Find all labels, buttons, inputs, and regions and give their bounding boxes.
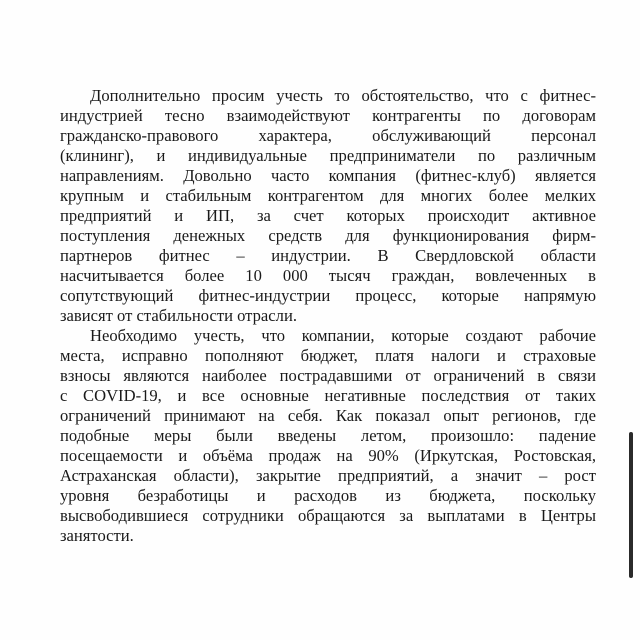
paragraph-2: [60, 326, 596, 546]
text-line: партнеров фитнес – индустрии. В Свердловской области: [60, 246, 596, 265]
text-line: взносы являются наиболее пострадавшими от ограничений в связи: [60, 366, 596, 385]
text-line: уровня безработицы и расходов из бюджета, поскольку: [60, 486, 596, 505]
text-line: посещаемости и объёма продаж на 90% (Иркутская, Ростовская,: [60, 446, 596, 465]
scrollbar-thumb[interactable]: [629, 432, 633, 578]
paragraph-1: [60, 86, 596, 326]
text-line: занятости.: [60, 526, 134, 545]
text-line: предприятий и ИП, за счет которых происходит активное: [60, 206, 596, 225]
text-line: Астраханская области), закрытие предприятий, а значит – рост: [60, 466, 596, 485]
text-line: Необходимо учесть, что компании, которые создают рабочие: [90, 326, 596, 345]
text-line: направлениям. Довольно часто компания (фитнес-клуб) является: [60, 166, 596, 185]
text-line: места, исправно пополняют бюджет, платя налоги и страховые: [60, 346, 596, 365]
document-body: [60, 86, 596, 546]
text-line: индустрией тесно взаимодействуют контрагенты по договорам: [60, 106, 596, 125]
text-line: крупным и стабильным контрагентом для многих более мелких: [60, 186, 596, 205]
text-line: с COVID-19, и все основные негативные последствия от таких: [60, 386, 596, 405]
text-line: гражданско-правового характера, обслуживающий персонал: [60, 126, 596, 145]
text-line: подобные меры были введены летом, произошло: падение: [60, 426, 596, 445]
text-line: сопутствующий фитнес-индустрии процесс, которые напрямую: [60, 286, 596, 305]
text-line: насчитывается более 10 000 тысяч граждан, вовлеченных в: [60, 266, 596, 285]
text-line: Дополнительно просим учесть то обстоятельство, что с фитнес-: [90, 86, 596, 105]
text-line: ограничений принимают на себя. Как показал опыт регионов, где: [60, 406, 596, 425]
text-line: поступления денежных средств для функционирования фирм-: [60, 226, 596, 245]
text-line: высвободившиеся сотрудники обращаются за выплатами в Центры: [60, 506, 596, 525]
text-line: (клининг), и индивидуальные предприниматели по различным: [60, 146, 596, 165]
text-line: зависят от стабильности отрасли.: [60, 306, 297, 325]
